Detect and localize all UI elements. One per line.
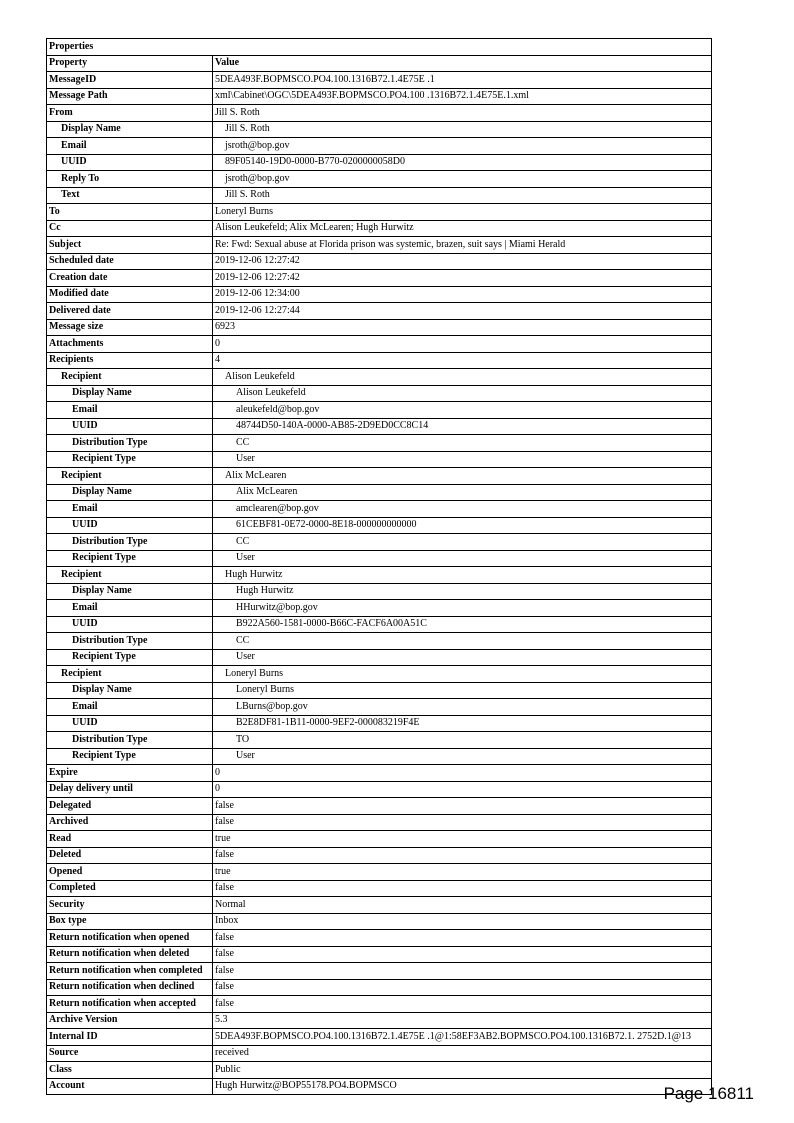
- property-value: Inbox: [213, 913, 712, 930]
- property-value: Jill S. Roth: [213, 105, 712, 122]
- table-row: [47, 204, 712, 221]
- property-value: Normal: [213, 897, 712, 914]
- property-name: Return notification when deleted: [47, 946, 213, 963]
- property-name: Display Name: [47, 484, 213, 501]
- property-name: Message size: [47, 319, 213, 336]
- property-name: Recipient: [47, 567, 213, 584]
- table-row: [47, 418, 712, 435]
- table-row: [47, 913, 712, 930]
- table-row: [47, 732, 712, 749]
- table-row: [47, 616, 712, 633]
- table-row: [47, 649, 712, 666]
- property-name: Display Name: [47, 583, 213, 600]
- page-number: Page 16811: [663, 1084, 754, 1103]
- table-row: [47, 1078, 712, 1095]
- property-name: Recipient Type: [47, 550, 213, 567]
- column-header-property: Property: [47, 55, 213, 72]
- property-value: CC: [213, 633, 712, 650]
- property-value: 4: [213, 352, 712, 369]
- table-row: [47, 121, 712, 138]
- table-row: [47, 633, 712, 650]
- property-name: Message Path: [47, 88, 213, 105]
- property-value: B2E8DF81-1B11-0000-9EF2-000083219F4E: [213, 715, 712, 732]
- table-row: [47, 996, 712, 1013]
- property-name: UUID: [47, 616, 213, 633]
- property-value: false: [213, 979, 712, 996]
- property-name: Delay delivery until: [47, 781, 213, 798]
- table-row: [47, 402, 712, 419]
- property-value: User: [213, 649, 712, 666]
- property-value: 6923: [213, 319, 712, 336]
- property-name: MessageID: [47, 72, 213, 89]
- property-name: UUID: [47, 154, 213, 171]
- property-name: Email: [47, 600, 213, 617]
- property-name: Archived: [47, 814, 213, 831]
- table-row: [47, 781, 712, 798]
- table-row: [47, 484, 712, 501]
- property-name: Opened: [47, 864, 213, 881]
- property-value: 89F05140-19D0-0000-B770-0200000058D0: [213, 154, 712, 171]
- property-value: 2019-12-06 12:27:42: [213, 253, 712, 270]
- table-row: [47, 319, 712, 336]
- table-row: [47, 303, 712, 320]
- table-row: [47, 88, 712, 105]
- table-row: [47, 1029, 712, 1046]
- property-name: Recipient: [47, 369, 213, 386]
- property-name: From: [47, 105, 213, 122]
- property-name: UUID: [47, 517, 213, 534]
- property-value: Re: Fwd: Sexual abuse at Florida prison was systemic, brazen, suit says | Miami Herald: [213, 237, 712, 254]
- property-name: Scheduled date: [47, 253, 213, 270]
- property-name: Attachments: [47, 336, 213, 353]
- table-row: [47, 600, 712, 617]
- table-row: [47, 1062, 712, 1079]
- property-value: TO: [213, 732, 712, 749]
- property-value: jsroth@bop.gov: [213, 138, 712, 155]
- table-row: [47, 352, 712, 369]
- table-row: [47, 385, 712, 402]
- table-row: [47, 814, 712, 831]
- property-name: Display Name: [47, 121, 213, 138]
- property-name: Recipient Type: [47, 748, 213, 765]
- property-value: Alison Leukefeld; Alix McLearen; Hugh Hurwitz: [213, 220, 712, 237]
- property-name: Delegated: [47, 798, 213, 815]
- property-value: received: [213, 1045, 712, 1062]
- property-value: false: [213, 798, 712, 815]
- table-row: [47, 880, 712, 897]
- property-value: Hugh Hurwitz@BOP55178.PO4.BOPMSCO: [213, 1078, 712, 1095]
- property-name: Email: [47, 501, 213, 518]
- property-value: 0: [213, 781, 712, 798]
- property-value: false: [213, 930, 712, 947]
- property-name: To: [47, 204, 213, 221]
- table-row: [47, 1045, 712, 1062]
- table-title-row: [47, 39, 712, 56]
- table-row: [47, 154, 712, 171]
- property-value: xml\Cabinet\OGC\5DEA493F.BOPMSCO.PO4.100 .1316B72.1.4E75E.1.xml: [213, 88, 712, 105]
- property-value: 0: [213, 765, 712, 782]
- property-value: LBurns@bop.gov: [213, 699, 712, 716]
- table-header-row: [47, 55, 712, 72]
- table-row: [47, 1012, 712, 1029]
- property-name: Return notification when accepted: [47, 996, 213, 1013]
- table-row: [47, 187, 712, 204]
- property-name: Expire: [47, 765, 213, 782]
- property-name: Internal ID: [47, 1029, 213, 1046]
- property-value: Alison Leukefeld: [213, 369, 712, 386]
- table-row: [47, 105, 712, 122]
- property-value: Hugh Hurwitz: [213, 567, 712, 584]
- property-name: Delivered date: [47, 303, 213, 320]
- property-value: false: [213, 996, 712, 1013]
- table-row: [47, 864, 712, 881]
- table-row: [47, 253, 712, 270]
- table-row: [47, 583, 712, 600]
- property-name: Email: [47, 699, 213, 716]
- property-name: Cc: [47, 220, 213, 237]
- property-value: false: [213, 814, 712, 831]
- property-value: Public: [213, 1062, 712, 1079]
- property-name: Distribution Type: [47, 534, 213, 551]
- property-value: false: [213, 847, 712, 864]
- property-name: Email: [47, 138, 213, 155]
- property-value: User: [213, 550, 712, 567]
- property-name: Read: [47, 831, 213, 848]
- table-row: [47, 748, 712, 765]
- property-value: B922A560-1581-0000-B66C-FACF6A00A51C: [213, 616, 712, 633]
- table-row: [47, 715, 712, 732]
- property-name: Display Name: [47, 385, 213, 402]
- property-name: UUID: [47, 715, 213, 732]
- property-value: CC: [213, 534, 712, 551]
- property-name: Distribution Type: [47, 435, 213, 452]
- property-value: Loneryl Burns: [213, 682, 712, 699]
- property-value: false: [213, 963, 712, 980]
- property-name: Recipient: [47, 468, 213, 485]
- table-row: [47, 847, 712, 864]
- property-name: Source: [47, 1045, 213, 1062]
- property-name: Completed: [47, 880, 213, 897]
- property-name: Box type: [47, 913, 213, 930]
- property-value: 61CEBF81-0E72-0000-8E18-000000000000: [213, 517, 712, 534]
- property-value: 5DEA493F.BOPMSCO.PO4.100.1316B72.1.4E75E .1@1:58EF3AB2.BOPMSCO.PO4.100.1316B72.1. 2752D.1@13: [213, 1029, 712, 1046]
- property-value: Alix McLearen: [213, 484, 712, 501]
- property-name: Return notification when completed: [47, 963, 213, 980]
- property-value: 2019-12-06 12:27:44: [213, 303, 712, 320]
- property-name: Security: [47, 897, 213, 914]
- property-value: jsroth@bop.gov: [213, 171, 712, 188]
- property-value: 2019-12-06 12:27:42: [213, 270, 712, 287]
- property-name: Return notification when opened: [47, 930, 213, 947]
- table-row: [47, 72, 712, 89]
- table-row: [47, 517, 712, 534]
- table-row: [47, 220, 712, 237]
- property-name: Distribution Type: [47, 633, 213, 650]
- table-row: [47, 930, 712, 947]
- table-row: [47, 946, 712, 963]
- property-value: 0: [213, 336, 712, 353]
- table-row: [47, 286, 712, 303]
- table-row: [47, 451, 712, 468]
- table-row: [47, 979, 712, 996]
- property-value: Alix McLearen: [213, 468, 712, 485]
- property-name: Display Name: [47, 682, 213, 699]
- table-row: [47, 682, 712, 699]
- property-name: Email: [47, 402, 213, 419]
- property-name: Account: [47, 1078, 213, 1095]
- property-value: 5DEA493F.BOPMSCO.PO4.100.1316B72.1.4E75E .1: [213, 72, 712, 89]
- property-name: Class: [47, 1062, 213, 1079]
- table-row: [47, 435, 712, 452]
- table-row: [47, 798, 712, 815]
- table-row: [47, 831, 712, 848]
- property-name: Recipients: [47, 352, 213, 369]
- table-row: [47, 666, 712, 683]
- property-value: Jill S. Roth: [213, 187, 712, 204]
- table-row: [47, 369, 712, 386]
- property-value: Hugh Hurwitz: [213, 583, 712, 600]
- table-row: [47, 501, 712, 518]
- property-name: Creation date: [47, 270, 213, 287]
- property-value: Loneryl Burns: [213, 204, 712, 221]
- table-row: [47, 468, 712, 485]
- property-value: Loneryl Burns: [213, 666, 712, 683]
- column-header-value: Value: [213, 55, 712, 72]
- table-row: [47, 963, 712, 980]
- property-value: User: [213, 451, 712, 468]
- property-name: Text: [47, 187, 213, 204]
- table-row: [47, 897, 712, 914]
- table-row: [47, 765, 712, 782]
- table-row: [47, 336, 712, 353]
- table-row: [47, 567, 712, 584]
- table-row: [47, 550, 712, 567]
- table-row: [47, 237, 712, 254]
- property-name: Return notification when declined: [47, 979, 213, 996]
- property-value: 48744D50-140A-0000-AB85-2D9ED0CC8C14: [213, 418, 712, 435]
- table-row: [47, 534, 712, 551]
- table-row: [47, 171, 712, 188]
- property-name: Deleted: [47, 847, 213, 864]
- property-name: Distribution Type: [47, 732, 213, 749]
- property-name: Recipient Type: [47, 649, 213, 666]
- properties-sheet: [46, 38, 711, 1095]
- property-value: amclearen@bop.gov: [213, 501, 712, 518]
- property-value: 2019-12-06 12:34:00: [213, 286, 712, 303]
- table-title: Properties: [47, 39, 712, 56]
- property-value: true: [213, 831, 712, 848]
- table-row: [47, 699, 712, 716]
- property-name: Modified date: [47, 286, 213, 303]
- property-name: Archive Version: [47, 1012, 213, 1029]
- property-value: 5.3: [213, 1012, 712, 1029]
- property-name: Subject: [47, 237, 213, 254]
- property-value: aleukefeld@bop.gov: [213, 402, 712, 419]
- property-name: Recipient Type: [47, 451, 213, 468]
- property-value: Alison Leukefeld: [213, 385, 712, 402]
- property-value: CC: [213, 435, 712, 452]
- property-value: false: [213, 946, 712, 963]
- property-value: true: [213, 864, 712, 881]
- table-row: [47, 138, 712, 155]
- properties-table: [46, 38, 712, 1095]
- property-name: UUID: [47, 418, 213, 435]
- property-value: false: [213, 880, 712, 897]
- property-name: Recipient: [47, 666, 213, 683]
- table-row: [47, 270, 712, 287]
- property-value: Jill S. Roth: [213, 121, 712, 138]
- property-value: User: [213, 748, 712, 765]
- property-value: HHurwitz@bop.gov: [213, 600, 712, 617]
- property-name: Reply To: [47, 171, 213, 188]
